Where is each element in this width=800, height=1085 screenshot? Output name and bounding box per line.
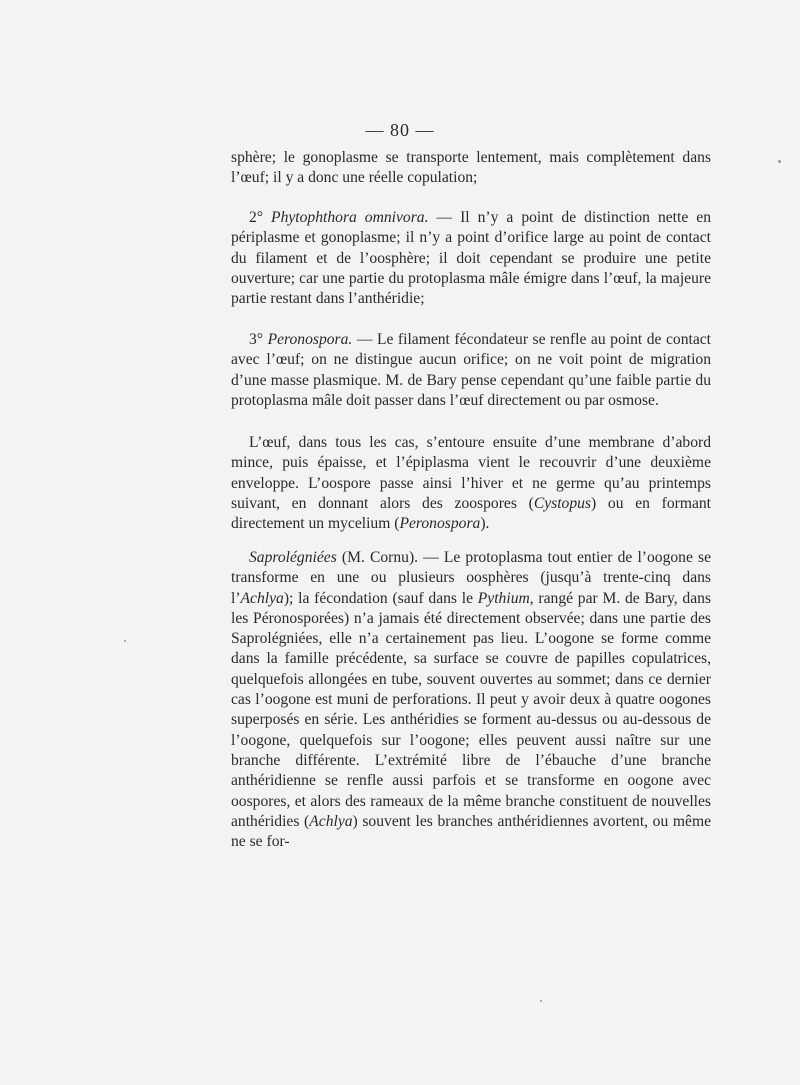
paragraph-3-text: — Le filament fécondateur se renfle au point de contact avec l’œuf; on ne distingue aucun orifice; on ne voit point de migration d’une masse plasmique. M. de Bary pense cependant qu’une faible partie du protoplasma mâle doit passer dans l’œuf directement ou par osmose. [231,331,711,409]
paragraph-saprolegniees [231,548,711,852]
taxon-achlya: Achlya [240,589,284,607]
taxon-pythium: Pythium [477,589,530,607]
paragraph-5-text-c: , rangé par M. de Bary, dans les Péronosporées) n’a jamais été directement observée; dans une partie des Saprolégniées, elle n’a certainement pas lieu. L’oogone se forme comme dans la famille précédente, sa surface se couvre de papilles copulatrices, quelquefois allongées en tube, souvent ouvertes au sommet; dans ce dernier cas l’oogone est muni de perforations. Il peut y avoir deux à quatre oogones superposés en série. Les anthéridies se forment au-dessus ou au-dessous de l’oogone, quelquefois sur l’oogone; elles peuvent aussi naître sur une branche différente. L’extrémité libre de l’ébauche d’une branche anthéridienne se renfle aussi parfois et se transforme en oogone avec oospores, et alors des rameaux de la même branche constituent de nouvelles anthéridies ( [231,589,711,830]
paragraph-phytophthora [231,208,711,309]
taxon-phytophthora: Phytophthora omnivora. [271,209,429,226]
paragraph-4-text-a: L’œuf, dans tous les cas, s’entoure ensuite d’une membrane d’abord mince, puis épaisse, et l’épiplasma vient le recouvrir d’une deuxième enveloppe. L’oospore passe ainsi l’hiver et ne germe qu’au printemps suivant, en donnant alors des zoospores ( [231,434,711,512]
paragraph-4-text-b: ) ou en formant directement un mycelium ( [231,494,711,533]
paragraph-1 [231,148,711,189]
paragraph-5-text-a: (M. Cornu). — Le protoplasma tout entier de l’oogone se transforme en une ou plusieurs oosphères (jusqu’à trente-cinq dans l’ [231,549,711,607]
paper-speck [778,160,781,163]
taxon-cystopus: Cystopus [533,494,591,512]
paragraph-2-text: — Il n’y a point de distinction nette en périplasme et gonoplasme; il n’y a point d’orifice large au point de contact du filament et de l’oosphère; il doit cependant se produire une petite ouverture; car une partie du protoplasma mâle émigre dans l’œuf, la majeure partie restant dans l’anthéridie; [231,209,711,308]
taxon-peronospora: Peronospora. [267,331,353,348]
taxon-peronospora-2: Peronospora [399,515,481,533]
paragraph-oeuf [231,433,711,534]
paragraph-peronospora [231,330,711,411]
paragraph-1-text: sphère; le gonoplasme se transporte lentement, mais complètement dans l’œuf; il y a donc une réelle copulation; [231,149,711,187]
taxon-saprolegniees: Saprolégniées [249,549,337,566]
paper-speck [124,640,126,642]
taxon-achlya-2: Achlya [309,812,353,830]
list-number-3: 3° [249,331,268,348]
paragraph-5-text-d: ) souvent les branches anthéridiennes avortent, ou même ne se for- [231,812,712,851]
page-number: — 80 — [365,120,435,140]
paragraph-5-text-b: ); la fécondation (sauf dans le [283,589,478,607]
paper-speck [540,1000,542,1002]
list-number-2: 2° [249,209,272,226]
paragraph-4-text-c: ). [480,515,490,533]
